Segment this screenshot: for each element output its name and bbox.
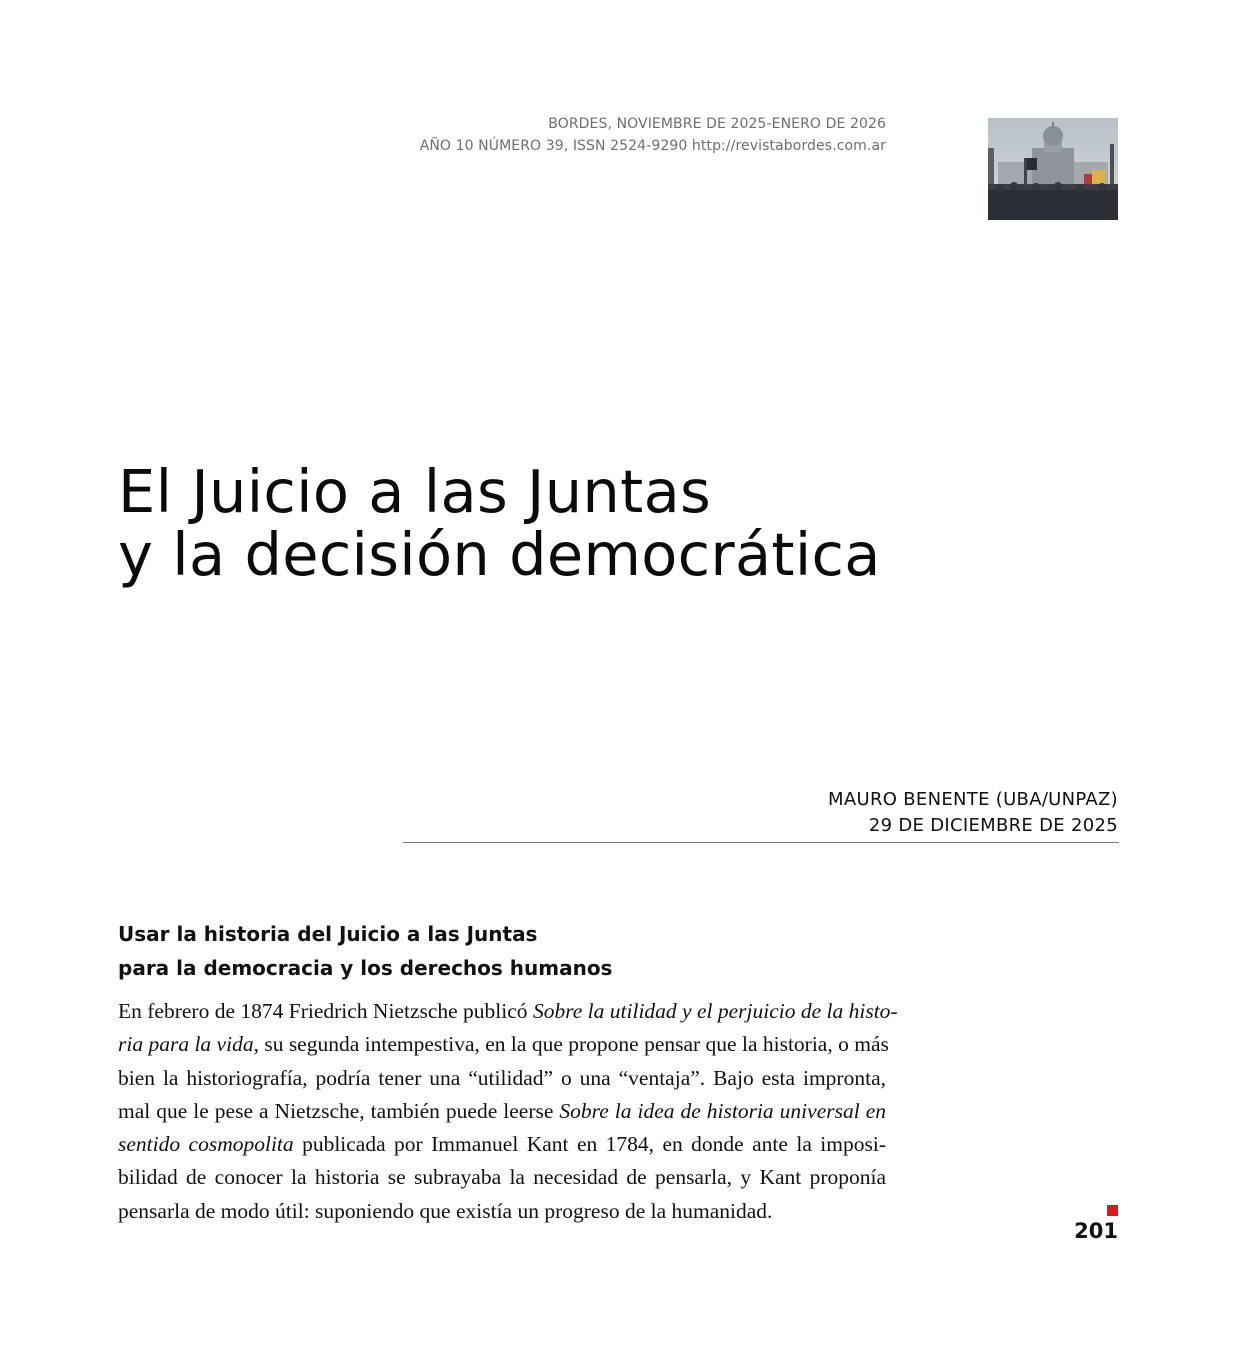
publication-date: 29 DE DICIEMBRE DE 2025	[868, 815, 1118, 836]
book-title-italic: Sobre la idea de historia universal en	[559, 1098, 886, 1123]
section-heading-line-2: para la democracia y los derechos humanos	[118, 956, 613, 980]
journal-issn-line: AÑO 10 NÚMERO 39, ISSN 2524-9290 http://revistabordes.com.ar	[419, 138, 886, 154]
journal-issue-line: BORDES, NOVIEMBRE DE 2025-ENERO DE 2026	[548, 116, 886, 132]
paragraph-text: publicada por Immanuel Kant en 1784, en donde ante la imposi-	[293, 1132, 886, 1157]
paragraph-line: bien la historiografía, podría tener una “utilidad” o una “ventaja”. Bajo esta impronta,	[118, 1065, 886, 1090]
page-marker-square	[1107, 1205, 1118, 1216]
article-title-line-1: El Juicio a las Juntas	[118, 457, 712, 526]
cover-photo	[988, 118, 1118, 220]
paragraph-line	[118, 1028, 889, 1061]
byline-divider	[403, 842, 1119, 843]
paragraph-text: mal que le pese a Nietzsche, también puede leerse	[118, 1098, 560, 1123]
section-heading-line-1: Usar la historia del Juicio a las Juntas	[118, 922, 538, 946]
page-number: 201	[1074, 1219, 1118, 1243]
journal-header	[420, 113, 886, 157]
byline	[828, 787, 1118, 839]
article-title	[118, 457, 881, 589]
book-title-italic: sentido cosmopolita	[118, 1132, 294, 1157]
body-paragraph	[118, 995, 898, 1228]
author-name: MAURO BENENTE (UBA/UNPAZ)	[828, 789, 1118, 810]
paragraph-text: , su segunda intempestiva, en la que propone pensar que la historia, o más	[253, 1032, 889, 1057]
paragraph-line: pensarla de modo útil: suponiendo que existía un progreso de la humanidad.	[118, 1198, 773, 1223]
paragraph-text: En febrero de 1874 Friedrich Nietzsche publicó	[118, 999, 533, 1023]
paragraph-line	[118, 1095, 886, 1128]
paragraph-line: bilidad de conocer la historia se subrayaba la necesidad de pensarla, y Kant proponía	[118, 1165, 886, 1190]
paragraph-line	[118, 1128, 886, 1161]
section-heading	[118, 917, 612, 985]
paragraph-line	[118, 995, 898, 1028]
book-title-italic: Sobre la utilidad y el perjuicio de la histo-	[532, 999, 898, 1023]
book-title-italic: ria para la vida	[118, 1032, 254, 1057]
article-title-line-2: y la decisión democrática	[118, 520, 881, 589]
